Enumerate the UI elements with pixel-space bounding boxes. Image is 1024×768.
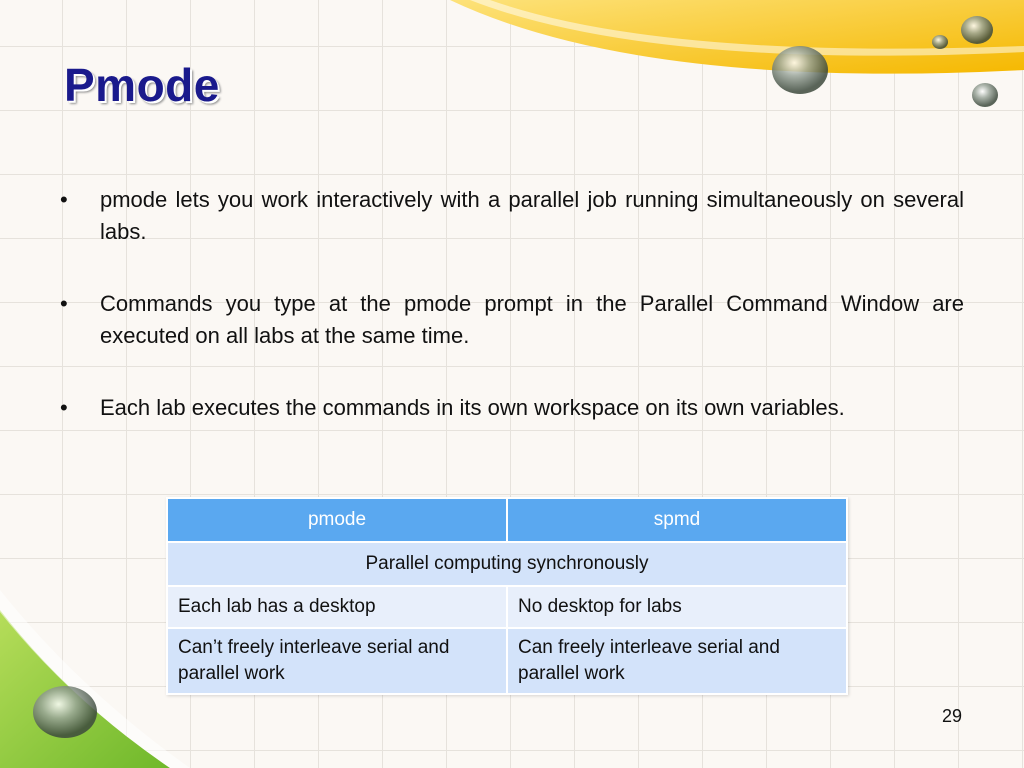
header-pmode: pmode bbox=[167, 498, 507, 542]
bullet-text: Commands you type at the pmode prompt in the Parallel Command Window are executed on all labs at the same time. bbox=[100, 291, 964, 348]
page-number: 29 bbox=[941, 706, 962, 726]
table-cell: Can’t freely interleave serial and parallel work bbox=[167, 628, 507, 694]
bullet-list bbox=[60, 184, 964, 464]
table-cell: Each lab has a desktop bbox=[167, 586, 507, 628]
bullet-marker: • bbox=[60, 291, 68, 316]
bullet-text: pmode lets you work interactively with a parallel job running simultaneously on several labs. bbox=[100, 187, 964, 244]
bullet-item bbox=[60, 392, 964, 424]
bullet-text: Each lab executes the commands in its own workspace on its own variables. bbox=[100, 395, 845, 420]
shared-cell: Parallel computing synchronously bbox=[167, 542, 847, 586]
table-row bbox=[167, 628, 847, 694]
table-cell: No desktop for labs bbox=[507, 586, 847, 628]
bullet-item bbox=[60, 184, 964, 248]
bullet-item bbox=[60, 288, 964, 352]
table-header-row bbox=[167, 498, 847, 542]
comparison-table bbox=[166, 497, 848, 695]
header-spmd: spmd bbox=[507, 498, 847, 542]
slide-title: Pmode bbox=[64, 59, 220, 111]
bullet-marker: • bbox=[60, 395, 68, 420]
table-cell: Can freely interleave serial and parallel work bbox=[507, 628, 847, 694]
bullet-marker: • bbox=[60, 187, 68, 212]
table-row bbox=[167, 542, 847, 586]
table-row bbox=[167, 586, 847, 628]
